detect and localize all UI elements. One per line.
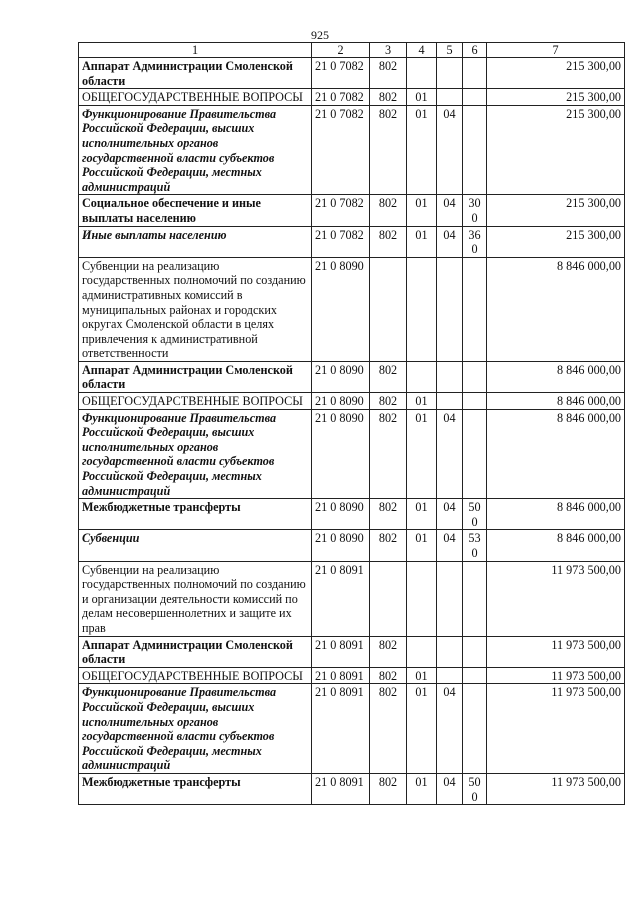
row-administrator-code-cell: 802 <box>370 89 407 106</box>
row-administrator-code-cell: 802 <box>370 409 407 499</box>
row-administrator-code-cell <box>370 561 407 636</box>
table-row <box>79 561 625 636</box>
row-subsection-cell <box>437 393 463 410</box>
row-target-article-cell: 21 0 8091 <box>312 773 370 804</box>
row-administrator-code-cell: 802 <box>370 58 407 89</box>
row-name-cell: ОБЩЕГОСУДАРСТВЕННЫЕ ВОПРОСЫ <box>79 667 312 684</box>
row-administrator-code-cell: 802 <box>370 667 407 684</box>
row-amount-cell: 8 846 000,00 <box>487 393 625 410</box>
row-section-cell: 01 <box>407 499 437 530</box>
row-expense-type-cell <box>463 636 487 667</box>
table-row <box>79 393 625 410</box>
row-expense-type-cell <box>463 684 487 774</box>
row-name-cell: Субвенции на реализацию государственных полномочий по созданию административных комиссий в муниципальных районах и городских округах Смоленской области в целях привлечения к административной ответственности <box>79 257 312 361</box>
row-administrator-code-cell: 802 <box>370 530 407 561</box>
row-section-cell: 01 <box>407 226 437 257</box>
row-administrator-code-cell: 802 <box>370 636 407 667</box>
row-target-article-cell: 21 0 8090 <box>312 361 370 392</box>
table-row <box>79 58 625 89</box>
row-name-cell: Межбюджетные трансферты <box>79 499 312 530</box>
row-amount-cell: 8 846 000,00 <box>487 530 625 561</box>
row-target-article-cell: 21 0 7082 <box>312 226 370 257</box>
table-row <box>79 530 625 561</box>
row-subsection-cell: 04 <box>437 773 463 804</box>
row-administrator-code-cell: 802 <box>370 105 407 195</box>
column-header-4: 4 <box>407 43 437 58</box>
row-name-cell: Субвенции <box>79 530 312 561</box>
row-target-article-cell: 21 0 8091 <box>312 636 370 667</box>
row-administrator-code-cell: 802 <box>370 773 407 804</box>
table-row <box>79 105 625 195</box>
row-expense-type-cell <box>463 257 487 361</box>
row-amount-cell: 11 973 500,00 <box>487 561 625 636</box>
row-target-article-cell: 21 0 7082 <box>312 89 370 106</box>
row-expense-type-cell: 500 <box>463 773 487 804</box>
table-row <box>79 89 625 106</box>
page-number: 925 <box>311 28 329 42</box>
row-name-cell: ОБЩЕГОСУДАРСТВЕННЫЕ ВОПРОСЫ <box>79 89 312 106</box>
row-section-cell: 01 <box>407 393 437 410</box>
row-expense-type-cell <box>463 667 487 684</box>
header-row <box>79 43 625 58</box>
table-row <box>79 409 625 499</box>
row-subsection-cell: 04 <box>437 409 463 499</box>
row-subsection-cell <box>437 361 463 392</box>
row-expense-type-cell: 360 <box>463 226 487 257</box>
table-row <box>79 195 625 226</box>
row-subsection-cell: 04 <box>437 195 463 226</box>
row-subsection-cell: 04 <box>437 530 463 561</box>
row-target-article-cell: 21 0 7082 <box>312 105 370 195</box>
row-section-cell <box>407 58 437 89</box>
row-subsection-cell <box>437 58 463 89</box>
row-expense-type-cell <box>463 89 487 106</box>
row-name-cell: Иные выплаты населению <box>79 226 312 257</box>
table-row <box>79 636 625 667</box>
row-expense-type-cell <box>463 361 487 392</box>
row-amount-cell: 215 300,00 <box>487 89 625 106</box>
row-target-article-cell: 21 0 8090 <box>312 530 370 561</box>
row-section-cell: 01 <box>407 409 437 499</box>
row-administrator-code-cell: 802 <box>370 195 407 226</box>
row-name-cell: Аппарат Администрации Смоленской области <box>79 361 312 392</box>
row-target-article-cell: 21 0 8090 <box>312 499 370 530</box>
row-target-article-cell: 21 0 8090 <box>312 409 370 499</box>
row-subsection-cell: 04 <box>437 499 463 530</box>
row-name-cell: Социальное обеспечение и иные выплаты населению <box>79 195 312 226</box>
row-administrator-code-cell: 802 <box>370 499 407 530</box>
row-subsection-cell <box>437 667 463 684</box>
row-expense-type-cell <box>463 393 487 410</box>
row-subsection-cell: 04 <box>437 105 463 195</box>
row-administrator-code-cell: 802 <box>370 684 407 774</box>
row-name-cell: Субвенции на реализацию государственных полномочий по созданию и организации деятельности комиссий по делам несовершеннолетних и защите их прав <box>79 561 312 636</box>
row-amount-cell: 11 973 500,00 <box>487 636 625 667</box>
row-administrator-code-cell: 802 <box>370 393 407 410</box>
row-section-cell: 01 <box>407 105 437 195</box>
row-subsection-cell: 04 <box>437 684 463 774</box>
table-row <box>79 667 625 684</box>
row-section-cell: 01 <box>407 667 437 684</box>
row-section-cell <box>407 257 437 361</box>
row-target-article-cell: 21 0 8091 <box>312 561 370 636</box>
row-amount-cell: 11 973 500,00 <box>487 667 625 684</box>
row-name-cell: Функционирование Правительства Российской Федерации, высших исполнительных органов государственной власти субъектов Российской Федерации, местных администраций <box>79 105 312 195</box>
row-target-article-cell: 21 0 8090 <box>312 257 370 361</box>
row-subsection-cell <box>437 89 463 106</box>
row-name-cell: Аппарат Администрации Смоленской области <box>79 58 312 89</box>
row-expense-type-cell <box>463 561 487 636</box>
table-row <box>79 226 625 257</box>
column-header-3: 3 <box>370 43 407 58</box>
row-amount-cell: 8 846 000,00 <box>487 257 625 361</box>
row-section-cell: 01 <box>407 530 437 561</box>
row-administrator-code-cell: 802 <box>370 361 407 392</box>
row-subsection-cell <box>437 257 463 361</box>
row-target-article-cell: 21 0 7082 <box>312 58 370 89</box>
row-expense-type-cell: 300 <box>463 195 487 226</box>
row-subsection-cell <box>437 561 463 636</box>
row-expense-type-cell <box>463 409 487 499</box>
column-header-2: 2 <box>312 43 370 58</box>
row-amount-cell: 8 846 000,00 <box>487 499 625 530</box>
column-header-6: 6 <box>463 43 487 58</box>
row-section-cell <box>407 361 437 392</box>
row-subsection-cell <box>437 636 463 667</box>
column-header-5: 5 <box>437 43 463 58</box>
row-expense-type-cell: 530 <box>463 530 487 561</box>
table-row <box>79 361 625 392</box>
row-section-cell: 01 <box>407 195 437 226</box>
row-target-article-cell: 21 0 8091 <box>312 684 370 774</box>
row-name-cell: Функционирование Правительства Российской Федерации, высших исполнительных органов государственной власти субъектов Российской Федерации, местных администраций <box>79 409 312 499</box>
row-name-cell: Аппарат Администрации Смоленской области <box>79 636 312 667</box>
row-name-cell: ОБЩЕГОСУДАРСТВЕННЫЕ ВОПРОСЫ <box>79 393 312 410</box>
column-header-7: 7 <box>487 43 625 58</box>
column-header-1: 1 <box>79 43 312 58</box>
table-header <box>79 43 625 58</box>
table-row <box>79 499 625 530</box>
row-amount-cell: 215 300,00 <box>487 105 625 195</box>
row-section-cell <box>407 636 437 667</box>
table-row <box>79 684 625 774</box>
row-name-cell: Функционирование Правительства Российской Федерации, высших исполнительных органов государственной власти субъектов Российской Федерации, местных администраций <box>79 684 312 774</box>
row-section-cell: 01 <box>407 89 437 106</box>
row-amount-cell: 11 973 500,00 <box>487 684 625 774</box>
row-amount-cell: 8 846 000,00 <box>487 361 625 392</box>
row-amount-cell: 215 300,00 <box>487 58 625 89</box>
row-amount-cell: 215 300,00 <box>487 226 625 257</box>
row-section-cell <box>407 561 437 636</box>
row-expense-type-cell: 500 <box>463 499 487 530</box>
row-name-cell: Межбюджетные трансферты <box>79 773 312 804</box>
row-subsection-cell: 04 <box>437 226 463 257</box>
row-section-cell: 01 <box>407 773 437 804</box>
row-administrator-code-cell <box>370 257 407 361</box>
row-target-article-cell: 21 0 8090 <box>312 393 370 410</box>
row-expense-type-cell <box>463 58 487 89</box>
row-target-article-cell: 21 0 8091 <box>312 667 370 684</box>
row-amount-cell: 8 846 000,00 <box>487 409 625 499</box>
table-body <box>79 58 625 805</box>
row-expense-type-cell <box>463 105 487 195</box>
row-amount-cell: 11 973 500,00 <box>487 773 625 804</box>
budget-table <box>78 42 625 805</box>
table-row <box>79 257 625 361</box>
row-target-article-cell: 21 0 7082 <box>312 195 370 226</box>
row-administrator-code-cell: 802 <box>370 226 407 257</box>
row-amount-cell: 215 300,00 <box>487 195 625 226</box>
row-section-cell: 01 <box>407 684 437 774</box>
table-row <box>79 773 625 804</box>
